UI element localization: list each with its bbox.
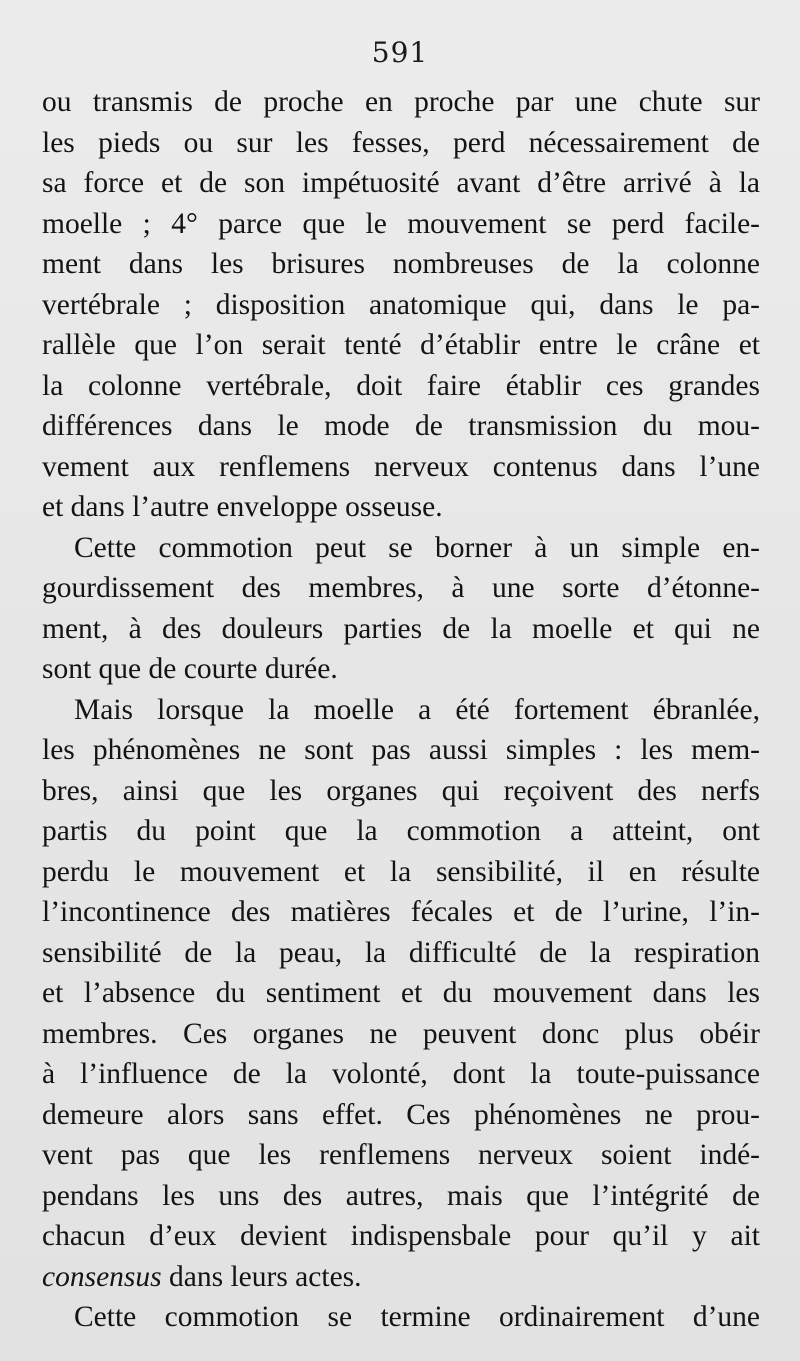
text-line-content: chacun d’eux devient indispensbale pour qu’il y ait xyxy=(42,1220,760,1252)
text-line xyxy=(42,528,760,569)
text-line xyxy=(42,973,760,1014)
text-line-content: moelle ; 4° parce que le mouvement se perd facile- xyxy=(42,207,760,240)
text-line-content: différences dans le mode de transmission du mou- xyxy=(42,410,760,442)
text-line-content: sensibilité de la peau, la difficulté de la respiration xyxy=(42,936,760,969)
text-line-content: ment, à des douleurs parties de la moelle et qui ne xyxy=(42,612,760,645)
text-line-content: vement aux renflemens nerveux contenus dans l’une xyxy=(42,450,760,483)
text-line xyxy=(42,1014,760,1055)
body-text xyxy=(42,82,760,1338)
text-line xyxy=(42,730,760,771)
text-line-content: partis du point que la commotion a atteint, ont xyxy=(42,815,760,847)
text-line xyxy=(42,1095,760,1136)
text-line xyxy=(42,123,760,164)
text-line-content: perdu le mouvement et la sensibilité, il en résulte xyxy=(42,855,760,888)
text-line-content: dans leurs actes. xyxy=(169,1260,362,1293)
text-line xyxy=(42,325,760,366)
text-line xyxy=(42,1216,760,1257)
text-line-content: l’incontinence des matières fécales et de l’urine, l’in- xyxy=(42,896,760,928)
text-line-content: rallèle que l’on serait tenté d’établir entre le crâne et xyxy=(42,329,760,361)
text-line xyxy=(42,852,760,893)
text-line-content: bres, ainsi que les organes qui reçoivent des nerfs xyxy=(42,774,760,807)
text-line xyxy=(42,811,760,852)
text-line xyxy=(42,204,760,245)
text-line-content: gourdissement des membres, à une sorte d’étonne- xyxy=(42,572,760,604)
text-line-content: demeure alors sans effet. Ces phénomènes ne prou- xyxy=(42,1098,760,1131)
text-line xyxy=(42,609,760,650)
text-line-content: sa force et de son impétuosité avant d’être arrivé à la xyxy=(42,167,760,199)
text-line-content: à l’influence de la volonté, dont la toute-puissance xyxy=(42,1058,760,1090)
text-line-content: et dans l’autre enveloppe osseuse. xyxy=(42,491,443,523)
text-line xyxy=(42,244,760,285)
text-line-content: vertébrale ; disposition anatomique qui, dans le pa- xyxy=(42,288,760,321)
text-line xyxy=(42,649,760,690)
text-line xyxy=(42,1257,760,1298)
text-line-content: les pieds ou sur les fesses, perd nécessairement de xyxy=(42,126,760,159)
text-line-content: les phénomènes ne sont pas aussi simples : les mem- xyxy=(42,734,760,766)
text-line-content: Cette commotion se termine ordinairement d’une xyxy=(74,1301,760,1333)
text-line xyxy=(42,447,760,488)
text-line xyxy=(42,771,760,812)
text-line-content: membres. Ces organes ne peuvent donc plus obéir xyxy=(42,1017,760,1050)
text-line xyxy=(42,1054,760,1095)
text-line xyxy=(42,163,760,204)
text-line-content: et l’absence du sentiment et du mouvement dans les xyxy=(42,977,760,1009)
text-line-content: la colonne vertébrale, doit faire établir ces grandes xyxy=(42,369,760,402)
text-line xyxy=(42,933,760,974)
text-line-content: ment dans les brisures nombreuses de la colonne xyxy=(42,248,760,280)
text-line xyxy=(42,892,760,933)
text-line xyxy=(42,285,760,326)
text-line xyxy=(42,1135,760,1176)
text-line-content: ou transmis de proche en proche par une chute sur xyxy=(42,86,760,118)
text-line xyxy=(42,1176,760,1217)
text-line-content: sont que de courte durée. xyxy=(42,653,338,685)
text-line xyxy=(42,690,760,731)
text-line xyxy=(42,366,760,407)
text-line-content: Mais lorsque la moelle a été fortement ébranlée, xyxy=(74,693,760,726)
text-line-content: Cette commotion peut se borner à un simple en- xyxy=(74,531,760,564)
text-line xyxy=(42,82,760,123)
page-number: 591 xyxy=(371,36,429,69)
text-line xyxy=(42,1297,760,1338)
text-line xyxy=(42,568,760,609)
text-line-content: pendans les uns des autres, mais que l’intégrité de xyxy=(42,1179,760,1212)
text-line xyxy=(42,487,760,528)
text-line xyxy=(42,406,760,447)
text-line-content: vent pas que les renflemens nerveux soient indé- xyxy=(42,1139,760,1171)
italic-term: consensus xyxy=(42,1260,162,1293)
